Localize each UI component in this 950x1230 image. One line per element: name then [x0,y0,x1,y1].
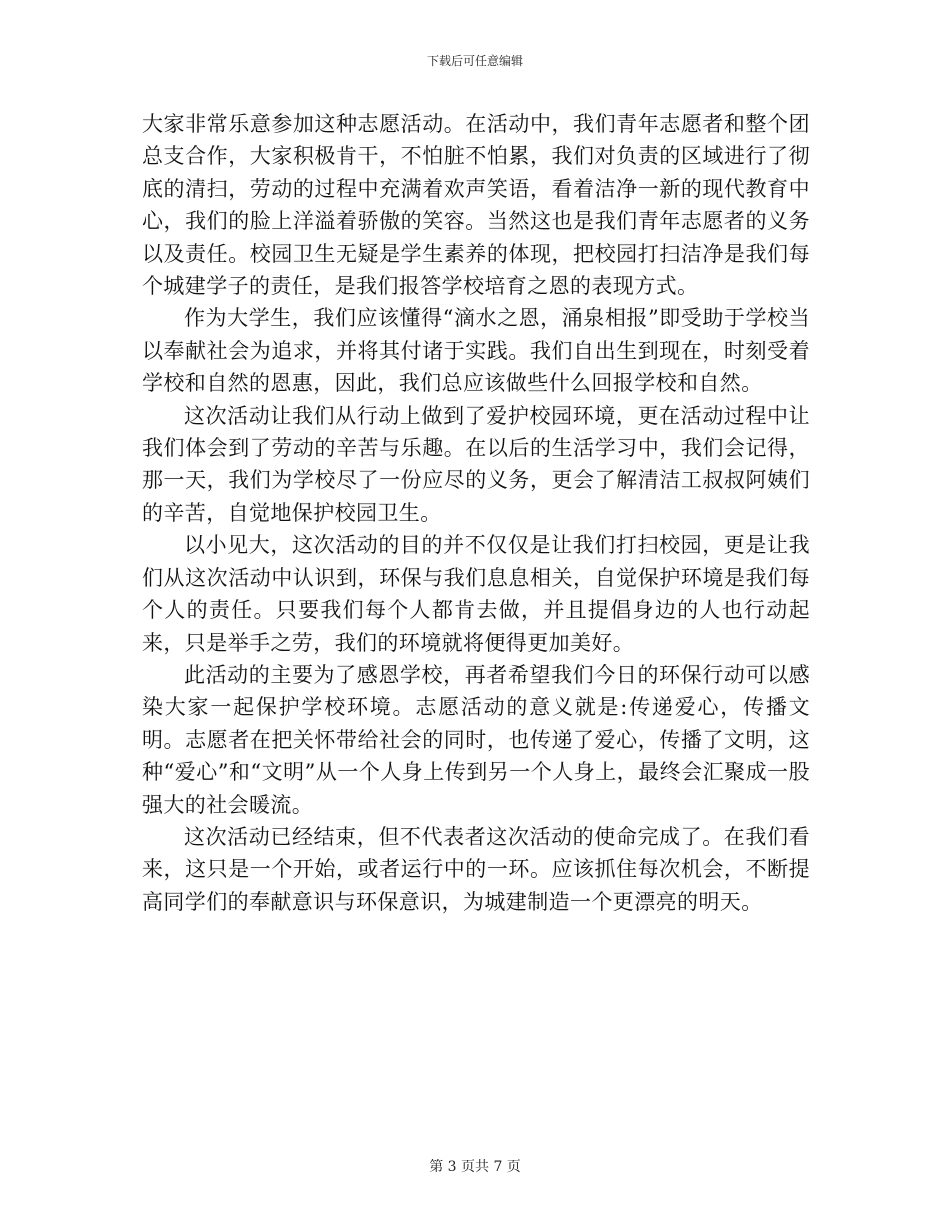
paragraph-4: 以小见大，这次活动的目的并不仅仅是让我们打扫校园，更是让我们从这次活动中认识到，环保与我们息息相关，自觉保护环境是我们每个人的责任。只要我们每个人都肯去做，并且提倡身边的人也行动起来，只是举手之劳，我们的环境就将便得更加美好。 [142,533,810,655]
paragraph-5: 此活动的主要为了感恩学校，再者希望我们今日的环保行动可以感染大家一起保护学校环境。志愿活动的意义就是:传递爱心，传播文明。志愿者在把关怀带给社会的同时，也传递了爱心，传播了文明，这种“爱心”和“文明”从一个人身上传到另一个人身上，最终会汇聚成一股强大的社会暖流。 [142,662,810,817]
paragraph-2: 作为大学生，我们应该懂得“滴水之恩，涌泉相报”即受助于学校当以奉献社会为追求，并将其付诸于实践。我们自出生到现在，时刻受着学校和自然的恩惠，因此，我们总应该做些什么回报学校和自然。 [142,306,810,396]
paragraph-6: 这次活动已经结束，但不代表者这次活动的使命完成了。在我们看来，这只是一个开始，或者运行中的一环。应该抓住每次机会，不断提高同学们的奉献意识与环保意识，为城建制造一个更漂亮的明天。 [142,824,810,914]
page-footer: 第 3 页共 7 页 [429,1159,521,1175]
page-header: 下载后可任意编辑 [426,54,523,68]
paragraph-3: 这次活动让我们从行动上做到了爱护校园环境，更在活动过程中让我们体会到了劳动的辛苦与乐趣。在以后的生活学习中，我们会记得，那一天，我们为学校尽了一份应尽的义务，更会了解清洁工叔叔阿姨们的辛苦，自觉地保护校园卫生。 [142,403,810,525]
document-body [142,108,810,918]
paragraph-continued: 大家非常乐意参加这种志愿活动。在活动中，我们青年志愿者和整个团总支合作，大家积极肯干，不怕脏不怕累，我们对负责的区域进行了彻底的清扫，劳动的过程中充满着欢声笑语，看着洁净一新的现代教育中心，我们的脸上洋溢着骄傲的笑容。当然这也是我们青年志愿者的义务以及责任。校园卫生无疑是学生素养的体现，把校园打扫洁净是我们每个城建学子的责任，是我们报答学校培育之恩的表现方式。 [142,112,810,299]
